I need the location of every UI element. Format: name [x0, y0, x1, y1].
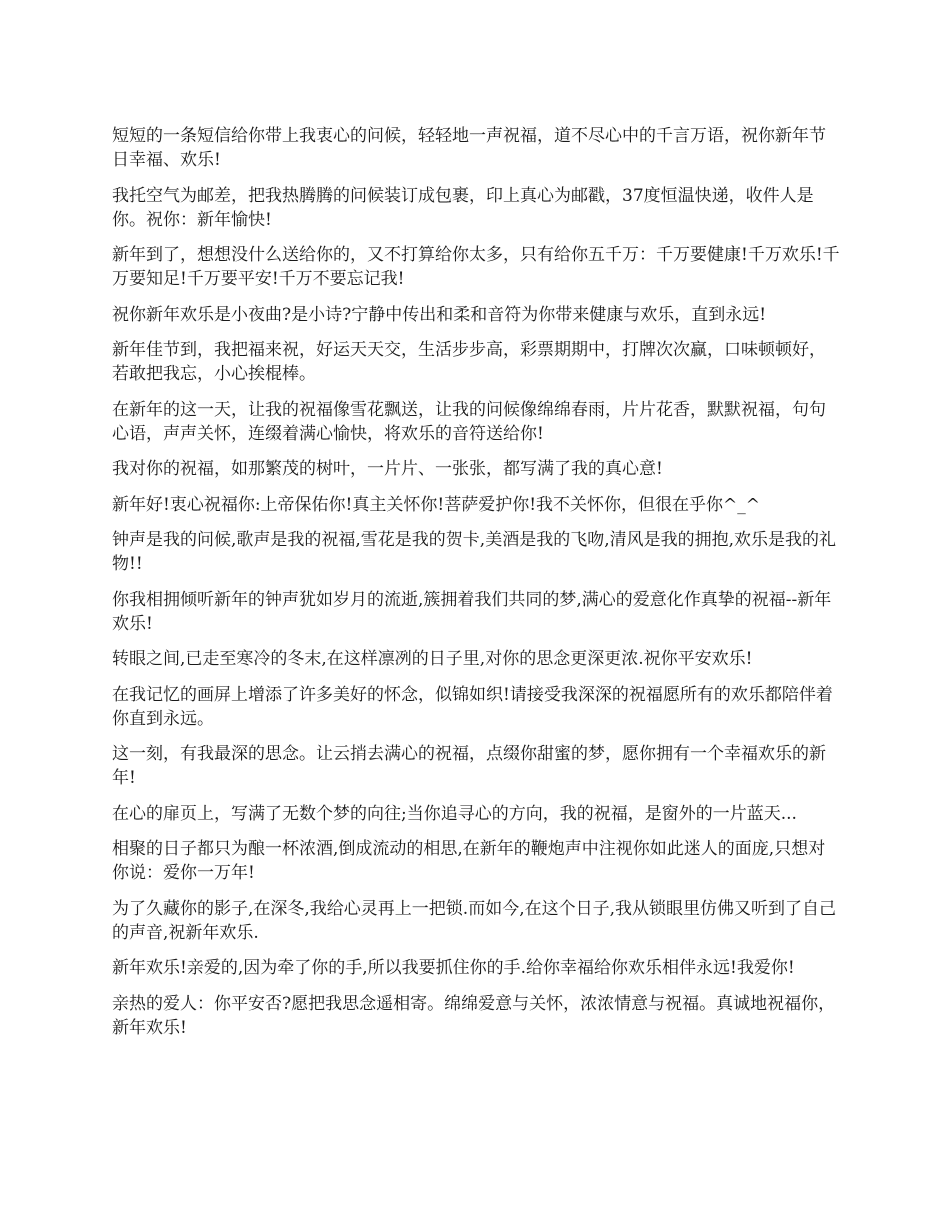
paragraph-14: 在心的扉页上，写满了无数个梦的向往;当你追寻心的方向，我的祝福，是窗外的一片蓝天...	[112, 803, 797, 824]
paragraph-7: 我对你的祝福，如那繁茂的树叶，一片片、一张张，都写满了我的真心意!	[112, 459, 663, 479]
paragraph-9: 钟声是我的问候,歌声是我的祝福,雪花是我的贺卡,美酒是我的飞吻,清风是我的拥抱,欢乐是我的礼物!!	[112, 530, 837, 574]
document-body	[112, 124, 842, 1051]
paragraph-13: 这一刻，有我最深的思念。让云捎去满心的祝福，点缀你甜蜜的梦，愿你拥有一个幸福欢乐的新年!	[112, 744, 826, 788]
paragraph-4: 祝你新年欢乐是小夜曲?是小诗?宁静中传出和柔和音符为你带来健康与欢乐，直到永远!	[112, 304, 767, 325]
paragraph-10: 你我相拥倾听新年的钟声犹如岁月的流逝,簇拥着我们共同的梦,满心的爱意化作真挚的祝福--新年欢乐!	[112, 589, 832, 634]
paragraph-5: 新年佳节到，我把福来祝，好运天天交，生活步步高，彩票期期中，打牌次次赢，口味顿顿好，若敢把我忘，小心挨棍棒。	[112, 340, 826, 384]
paragraph-6: 在新年的这一天，让我的祝福像雪花飘送，让我的问候像绵绵春雨，片片花香，默默祝福，句句心语，声声关怀，连缀着满心愉快，将欢乐的音符送给你!	[112, 399, 826, 444]
paragraph-12: 在我记忆的画屏上增添了许多美好的怀念，似锦如织!请接受我深深的祝福愿所有的欢乐都陪伴着你直到永远。	[112, 684, 833, 729]
paragraph-3: 新年到了，想想没什么送给你的，又不打算给你太多，只有给你五千万：千万要健康!千万欢乐!千万要知足!千万要平安!千万不要忘记我!	[112, 245, 840, 289]
paragraph-17: 新年欢乐!亲爱的,因为牵了你的手,所以我要抓住你的手.给你幸福给你欢乐相伴永远!我爱你!	[112, 958, 795, 978]
paragraph-18: 亲热的爱人：你平安否?愿把我思念遥相寄。绵绵爱意与关怀，浓浓情意与祝福。真诚地祝福你，新年欢乐!	[112, 993, 836, 1038]
paragraph-1: 短短的一条短信给你带上我衷心的问候，轻轻地一声祝福，道不尽心中的千言万语，祝你新年节日幸福、欢乐!	[112, 126, 826, 170]
paragraph-15: 相聚的日子都只为酿一杯浓酒,倒成流动的相思,在新年的鞭炮声中注视你如此迷人的面庞,只想对你说：爱你一万年!	[112, 839, 826, 883]
paragraph-11: 转眼之间,已走至寒冷的冬末,在这样凛冽的日子里,对你的思念更深更浓.祝你平安欢乐!	[112, 649, 753, 669]
paragraph-8: 新年好!衷心祝福你:上帝保佑你!真主关怀你!菩萨爱护你!我不关怀你，但很在乎你^_^	[112, 494, 761, 515]
paragraph-2: 我托空气为邮差，把我热腾腾的问候装订成包裹，印上真心为邮戳，37度恒温快递，收件人是你。祝你：新年愉快!	[112, 185, 814, 230]
paragraph-16: 为了久藏你的影子,在深冬,我给心灵再上一把锁.而如今,在这个日子,我从锁眼里仿佛又听到了自己的声音,祝新年欢乐.	[112, 898, 837, 943]
